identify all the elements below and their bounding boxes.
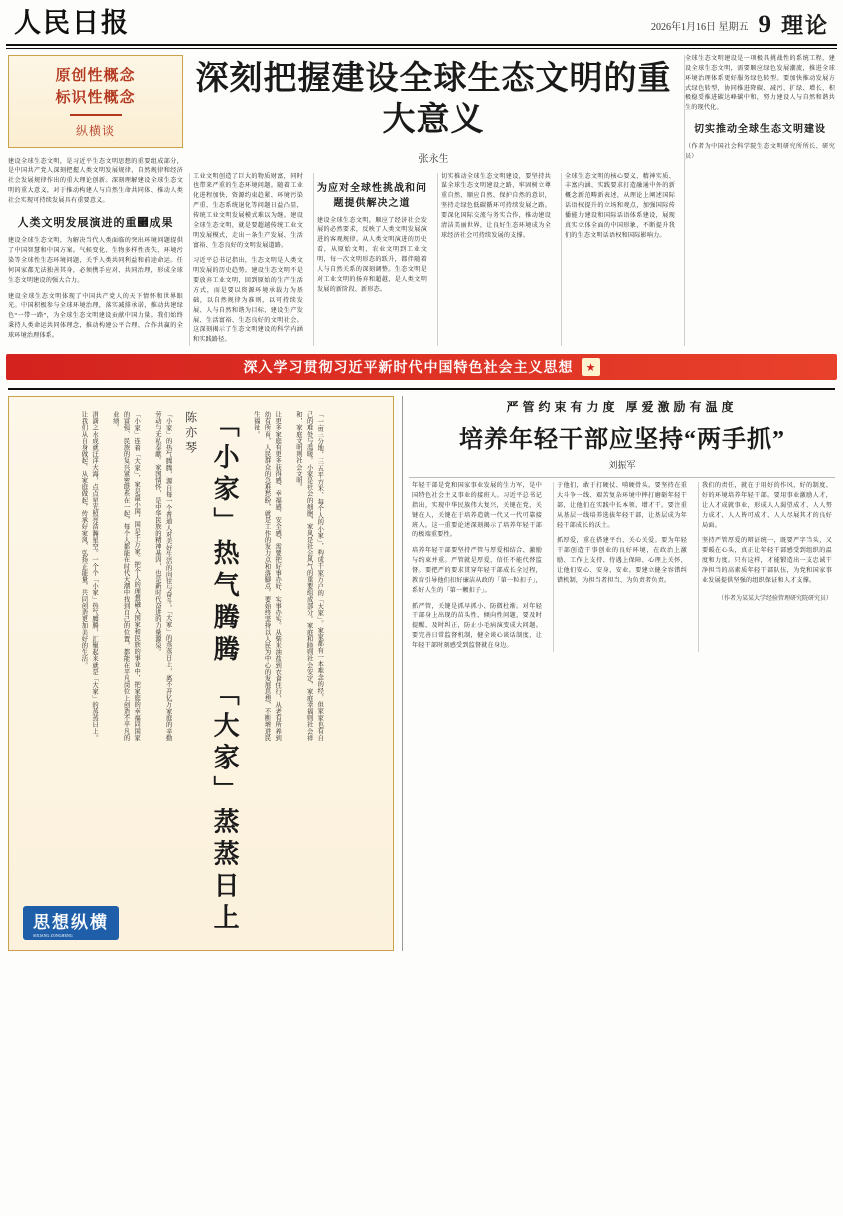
page-title: 深刻把握建设全球生态文明的重大意义 (195, 61, 672, 139)
article-kicker: 严管约束有力度 厚爱激励有温度 (506, 400, 738, 415)
banner-text: 深入学习贯彻习近平新时代中国特色社会主义思想 (243, 361, 574, 377)
section-name: 理论 (780, 13, 829, 38)
ornament-line1: 原创性概念 (55, 68, 136, 84)
paragraph: 于他们，敢于打硬仗、啃硬骨头。要坚持在重大斗争一线、艰苦复杂环境中摔打磨砺年轻干部，让他们在实践中长本领、增才干。要注重从基层一线培养选拔年轻干部，让基层成为年轻干部成长的沃土。 (557, 483, 687, 529)
text-column (553, 482, 690, 652)
center-column (189, 55, 678, 346)
article-headline: 培养年轻干部应坚持“两手抓” (459, 427, 785, 454)
paragraph: 切实推动全球生态文明建设，要坚持共谋全球生态文明建设之路，牢固树立尊重自然、顺应自然、保护自然的意识，坚持走绿色低碳循环可持续发展之路。要深化国际交流与务实合作，推动建设清洁美丽世界，让良好生态环境成为全球经济社会可持续发展的支撑。 (441, 173, 551, 239)
paragraph: 习近平总书记指出，生态文明是人类文明发展的历史趋势。建设生态文明不是要放弃工业文明，回到原始的生产生活方式，而是要以资源环境承载力为基础，以自然规律为准则，以可持续发展、人与自然和谐为目标，建设生产发展、生活富裕、生态良好的文明社会。这深刻揭示了生态文明建设的科学内涵和实践路径。 (193, 258, 303, 344)
vertical-layout (17, 411, 385, 936)
paragraph: 培养年轻干部要坚持严管与厚爱相结合、激励与约束并重。严管就是厚爱，信任不能代替监督。要把严的要求贯穿年轻干部成长全过程，教育引导他们扣好廉洁从政的「第一粒扣子」，系好人生的「第一颗扣子」。 (412, 548, 542, 594)
paragraph: 我们的责任，就在于用好的作风、好的制度、好的环境培养年轻干部。要用事业激励人才，让人才成就事业，形成人人渴望成才、人人努力成才、人人皆可成才、人人尽展其才的良好局面。 (702, 483, 832, 529)
column-logo-pinyin: SIXIANG ZONGHENG (33, 932, 73, 938)
text-column (313, 173, 430, 347)
left-paragraph-3: 建设全球生态文明体现了中国共产党人的天下情怀和世界眼光。中国积极参与全球环境治理，落实减排承诺，推动共建绿色“一带一路”，为全球生态文明建设贡献中国力量。我们始终秉持人类命运共同体理念，推动构建公平合理、合作共赢的全球环境治理体系。 (8, 293, 183, 340)
paragraph: 抓厚爱，重在搭建平台、关心关爱。要为年轻干部创造干事创业的良好环境，在政治上激励、工作上支持、待遇上保障、心理上关怀，让他们安心、安身、安业。要建立健全容错纠错机制，为担当者担当、为负责者负责。 (557, 538, 687, 584)
text-column (698, 482, 835, 652)
publication-date: 2026年1月16日 星期五 (650, 22, 749, 33)
article-affiliation: （作者为某某大学经验管理研究院研究员） (717, 595, 832, 602)
paragraph: 全球生态文明建设是一项极具挑战性的系统工程，建设全球生态文明，需要顺应绿色发展潮流，推进全球环境治理体系更好服务绿色转型。要加快推动发展方式绿色转型，协同推进降碳、减污、扩绿、增长，积极稳妥推进碳达峰碳中和，努力建设人与自然和谐共生的现代化。 (685, 56, 835, 112)
newspaper-logo: 人民日报 (14, 8, 130, 39)
right-column (684, 55, 835, 346)
essay-column: 「一亩三分地、三五平方米、每个人的小家」，构成千家万户的「大家」。家家都有一本难念的经，但家家也有自己的难处与温暖。小家是社会的细胞，家风是社会风气的重要组成部分。家庭和睦则社会安定，家庭幸福则社会祥和，家庭文明则社会文明。 (294, 411, 324, 742)
text-column (189, 173, 306, 347)
left-paragraph-2: 建设全球生态文明，为解决当代人类面临的突出环境问题提供了中国智慧和中国方案。气候变化、生物多样性丧失、环境污染等全球性生态环境问题，关乎人类共同利益和前途命运。任何国家都无法独善其身，必须携手应对、共同治理，形成全球生态文明建设的强大合力。 (8, 238, 183, 284)
campaign-banner (6, 354, 837, 380)
essay-box (8, 396, 394, 951)
paragraph: （作者为中国社会科学院生态文明研究所所长、研究员） (685, 144, 835, 161)
article-byline: 刘振军 (608, 460, 636, 471)
column-logo (23, 906, 119, 940)
lower-section (0, 390, 843, 957)
commentary-article (402, 396, 835, 951)
essay-author: 陈亦琴 (183, 411, 198, 457)
center-text-columns (189, 173, 678, 347)
paragraph: 抓严管，关键是抓早抓小、防微杜渐。对年轻干部身上出现的苗头性、倾向性问题，要及时提醒、及时纠正，防止小毛病演变成大问题。要完善日常监督机制，健全谈心谈话制度，让年轻干部时刻感受到监督就在身边。 (412, 603, 542, 649)
paragraph: 建设全球生态文明，顺应了经济社会发展的必然要求，反映了人类文明发展演进的客观规律。从人类文明演进的历史看，从原始文明、农业文明到工业文明，每一次文明形态的跃升，都伴随着人与自然关系的深刻调整。生态文明是对工业文明的扬弃和超越，是人类文明发展的新阶段、新形态。 (317, 217, 427, 293)
essay-column: 让更多家庭有更多获得感、幸福感、安全感，需要把好事办好、实事办实。从柴米油盐到衣食住行，从老有所养到幼有所育，人民群众的急难愁盼，就是工作的发力点和落脚点。要始终坚持以人民为中心的发展思想，不断增进民生福祉。 (252, 411, 282, 742)
paragraph: 坚持严管厚爱的辩证统一，既要严字当头，又要暖在心头，真正让年轻干部感受到组织的温度和力度。只有这样，才能锻造出一支忠诚干净担当的高素质年轻干部队伍，为党和国家事业发展提供坚强的组织保证和人才支撑。 (702, 538, 832, 584)
subhead-b: 为应对全球性挑战和问题提供解决之道 (317, 182, 427, 209)
essay-column: 「小家」的热气腾腾，源自每一个普通人对美好生活的向往与奋斗。「大家」的蒸蒸日上，离不开亿万家庭的辛勤劳动与无私奉献。家国情怀，是中华民族的精神基因，也是新时代奋进的力量源泉。 (153, 411, 172, 742)
ornament-bar (70, 114, 122, 116)
masthead-right (651, 12, 829, 37)
paragraph: 全球生态文明的核心要义、精神实质、丰富内涵、实践要求打造融通中外的新概念新范畴新表述，从理论上阐述国际话语权提升的立场和观点，加强国际传播能力建设和国际话语体系建设，展现真实立体全面的中国形象，不断提升我们的生态文明话语权和国际影响力。 (565, 173, 675, 239)
ornament-line2: 标识性概念 (55, 89, 136, 106)
column-logo-text: 思想纵横 (33, 912, 109, 932)
text-column (561, 173, 678, 347)
headline-rule (409, 477, 835, 478)
subhead-c: 切实推动全球生态文明建设 (694, 124, 826, 136)
text-column (437, 173, 554, 347)
ornament-box (8, 55, 183, 148)
upper-article (0, 49, 843, 346)
left-column (8, 55, 183, 346)
essay-column: 涓滴之水成就汪洋大海，点点星光照亮浩瀚星空。一个个「小家」热气腾腾，汇聚起来就是「大家」的蒸蒸日上。让我们从自身做起、从家庭做起，传承好家风、弘扬正能量，共同创造更加美好的生活。 (80, 411, 99, 742)
paragraph: 工业文明创造了巨大的物质财富，同时也带来严重的生态环境问题。随着工业化进程加快，资源约束趋紧、环境污染严重、生态系统退化等问题日益凸显，传统工业文明发展模式难以为继。建设全球生态文明，就是要超越传统工业文明发展模式，走出一条生产发展、生活富裕、生态良好的文明发展道路。 (193, 173, 303, 249)
flag-icon: ★ (582, 358, 600, 376)
masthead (0, 0, 843, 41)
page-number: 9 (758, 11, 771, 38)
byline: 张永生 (418, 153, 449, 165)
essay-column: 「小家」连着「大家」，家是最小国，国是千万家。把个人的理想融入国家和民族的事业中，把家庭的幸福同国家的富强、民族的复兴紧密联系在一起，每个人都能在时代大潮中找到自己的位置，都能在平凡岗位上创造不平凡的业绩。 (111, 411, 141, 742)
commentary-columns (409, 482, 835, 652)
essay-title: 「小家」热气腾腾 「大家」蒸蒸日上 (210, 411, 240, 936)
subhead-a: 人类文明发展演进的重཮成果 (17, 216, 174, 229)
text-column (409, 482, 545, 652)
paragraph: 年轻干部是党和国家事业发展的生力军，是中国特色社会主义事业的接班人。习近平总书记指出，实现中华民族伟大复兴，关键在党，关键在人，关键在于培养造就一代又一代可靠接班人。这一重要论述深刻揭示了培养年轻干部的极端重要性。 (412, 483, 542, 539)
ornament-subtitle: 纵横谈 (75, 123, 115, 138)
left-intro-paragraph: 建设全球生态文明，是习近平生态文明思想的重要组成部分，是中国共产党人深刻把握人类文明发展规律、自然规律和经济社会发展规律作出的重大理论创新。深刻理解建设全球生态文明的重大意义，对于推动构建人与自然生命共同体、推动人类社会实现可持续发展具有重要意义。 (8, 158, 183, 204)
